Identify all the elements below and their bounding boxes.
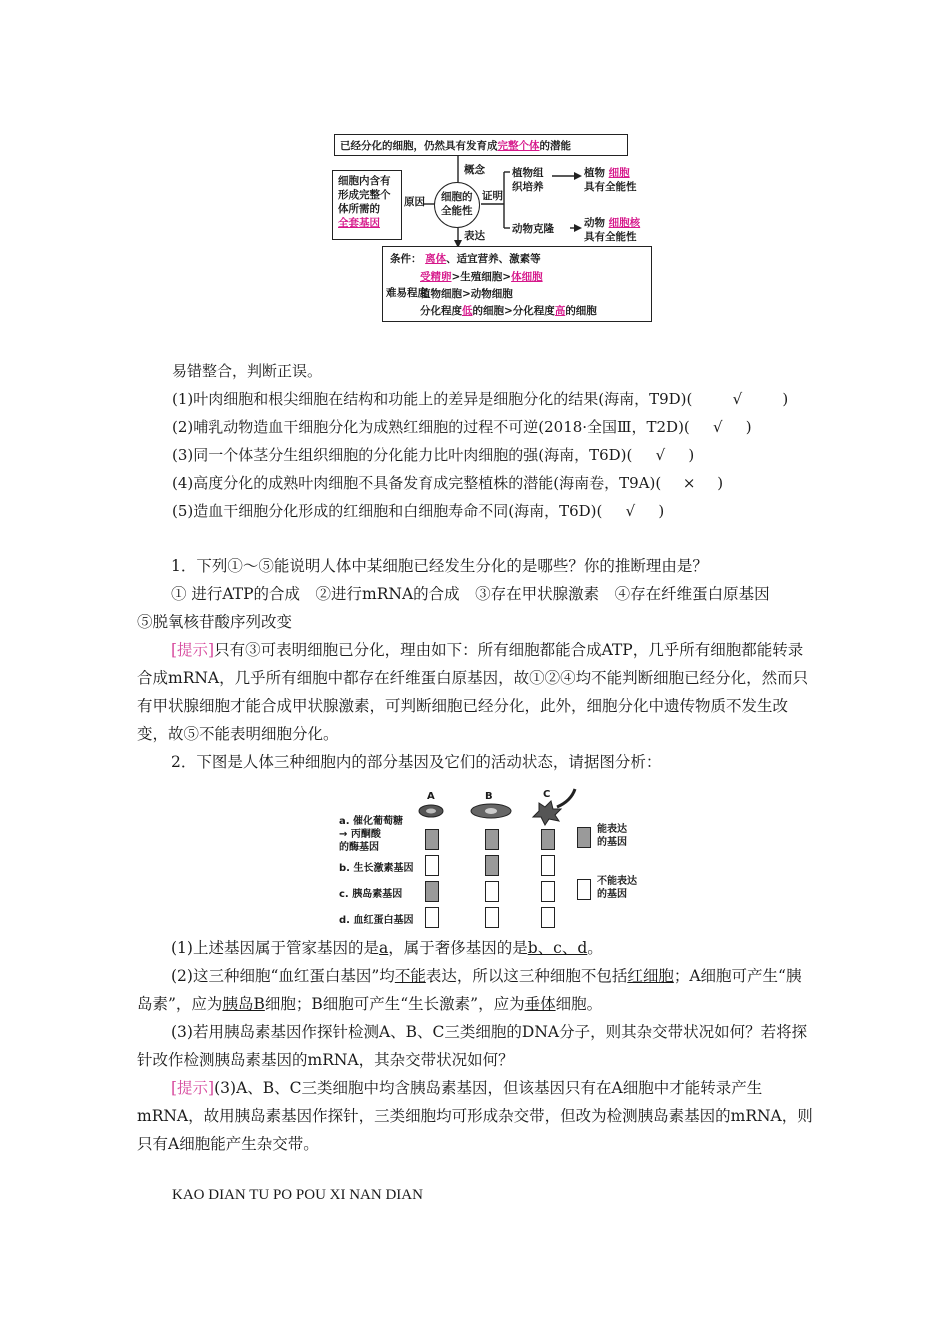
- concept-label: 概念: [464, 164, 485, 176]
- plant-method-line-2: 织培养: [512, 181, 544, 193]
- definition-text: 已经分化的细胞，仍然具有发育成: [340, 140, 498, 152]
- q2-sub2-g: 细胞；B细胞可产生“生长激素”，应为: [264, 995, 525, 1013]
- cause-line-3: 体所需的: [338, 203, 380, 215]
- q2-sub1-d: b、c、d: [527, 939, 588, 957]
- q2-sub2-c: 表达，所以这三种细胞不包括: [425, 967, 628, 985]
- judgment-4-mark: ×: [682, 474, 696, 492]
- gene-c-cell-c-state: [541, 881, 555, 902]
- diff-line1-highlight-b: 体细胞: [511, 271, 543, 283]
- gene-d-label: d. 血红蛋白基因: [339, 915, 414, 926]
- q2-hint-label: [提示]: [171, 1079, 215, 1097]
- gene-a-cell-c-state: [541, 829, 555, 850]
- judgment-1-text: (1)叶肉细胞和根尖细胞在结构和功能上的差异是细胞分化的结果(海南，T9D)(: [172, 390, 693, 408]
- judgment-3-mark: √: [655, 446, 666, 464]
- gene-b-cell-c-state: [541, 855, 555, 876]
- diff-line3-hl-a: 低: [462, 305, 473, 317]
- judgment-2-close: ): [745, 418, 752, 436]
- judgment-4-close: ): [717, 474, 724, 492]
- proof-label: 证明: [482, 190, 503, 202]
- express-label: 表达: [464, 230, 485, 242]
- animal-result-tail: 具有全能性: [584, 231, 637, 243]
- q2-sub1-b: a: [378, 939, 389, 957]
- judgment-5-close: ): [658, 502, 665, 520]
- footer-text: KAO DIAN TU PO POU XI NAN DIAN: [172, 1187, 423, 1203]
- diff-line1-highlight-a: 受精卵: [420, 271, 452, 283]
- gene-d-cell-a-state: [425, 907, 439, 928]
- legend-on-line-1: 能表达: [597, 824, 627, 835]
- judgment-5-text: (5)造血干细胞分化形成的红细胞和白细胞寿命不同(海南，T6D)(: [172, 502, 603, 520]
- plant-result-tail: 具有全能性: [584, 181, 637, 193]
- gene-activity-figure: [335, 787, 645, 927]
- judgment-3-close: ): [688, 446, 695, 464]
- q1-answer: 只有③可表明细胞已分化，理由如下：所有细胞都能合成ATP，几乎所有细胞都能转录合成mRNA，几乎所有细胞中都存在纤维蛋白原基因，故①②④均不能判断细胞已经分化，然而只有甲状腺细胞才能合成甲状腺激素，可判断细胞已经分化，此外，细胞分化中遗传物质不发生改变，故⑤不能表明细胞分化。: [137, 641, 809, 743]
- cause-label: 原因: [404, 196, 425, 208]
- gene-c-label: c. 胰岛素基因: [339, 889, 403, 900]
- cell-label-b: B: [485, 791, 493, 802]
- diff-line3-a: 分化程度: [420, 305, 462, 317]
- judgment-1-close: ): [782, 390, 789, 408]
- q2-sub3: (3)若用胰岛素基因作探针检测A、B、C三类细胞的DNA分子，则其杂交带状况如何？若将探针改作检测胰岛素基因的mRNA，其杂交带状况如何？: [137, 1023, 808, 1069]
- q2-question-block: [137, 748, 813, 776]
- plant-method-line-1: 植物组: [512, 167, 544, 179]
- q2-sub1-c: ，属于奢侈基因的是: [388, 939, 528, 957]
- q2-answer: (3)A、B、C三类细胞中均含胰岛素基因，但该基因只有在A细胞中才能转录产生mRNA，故用胰岛素基因作探针，三类细胞均可形成杂交带，但改为检测胰岛素基因的mRNA，则只有A细胞能产生杂交带。: [137, 1079, 813, 1153]
- diff-line3-b: 的细胞>分化程度: [472, 305, 555, 317]
- q2-sub1-e: 。: [587, 939, 603, 957]
- gene-d-cell-b-state: [485, 907, 499, 928]
- diff-line3-c: 的细胞: [565, 305, 597, 317]
- judgment-4-text: (4)高度分化的成熟叶肉细胞不具备发育成完整植株的潜能(海南卷，T9A)(: [172, 474, 662, 492]
- gene-a-line-2: → 丙酮酸: [339, 829, 381, 840]
- cause-highlight: 全套基因: [338, 217, 380, 229]
- q1-options-2: ⑤脱氧核苷酸序列改变: [137, 613, 293, 631]
- q2-sub2-d: 红细胞: [627, 967, 674, 985]
- conditions-prefix: 条件：: [390, 253, 422, 265]
- judgment-4: [172, 472, 723, 494]
- legend-off-line-1: 不能表达: [597, 876, 637, 887]
- definition-tail: 的潜能: [539, 140, 571, 152]
- gene-a-line-1: a. 催化葡萄糖: [339, 816, 404, 827]
- gene-c-cell-a-state: [425, 881, 439, 902]
- legend-off-line-2: 的基因: [597, 889, 627, 900]
- center-line-2: 全能性: [441, 205, 473, 217]
- judgment-5-mark: √: [625, 502, 636, 520]
- cause-line-1: 细胞内含有: [338, 175, 391, 187]
- gene-b-label: b. 生长激素基因: [339, 863, 414, 874]
- diff-line2: 植物细胞>动物细胞: [420, 288, 513, 300]
- gene-c-cell-b-state: [485, 881, 499, 902]
- gene-a-line-3: 的酶基因: [339, 842, 379, 853]
- cause-line-2: 形成完整个: [338, 189, 391, 201]
- q1-question: 1．下列①～⑤能说明人体中某细胞已经发生分化的是哪些？你的推断理由是？: [171, 557, 708, 575]
- q2-answers: [137, 934, 813, 1158]
- animal-result-highlight: 细胞核: [608, 217, 641, 229]
- judgment-1: [172, 388, 788, 410]
- judgment-2-text: (2)哺乳动物造血干细胞分化为成熟红细胞的过程不可逆(2018·全国Ⅲ，T2D)(: [172, 418, 690, 436]
- gene-b-cell-b-state: [485, 855, 499, 876]
- q2-sub2-f: 胰岛B: [222, 995, 265, 1013]
- animal-result-prefix: 动物: [584, 217, 605, 229]
- animal-method: 动物克隆: [512, 223, 554, 235]
- gene-b-cell-a-state: [425, 855, 439, 876]
- judgment-1-mark: √: [732, 390, 743, 408]
- q2-sub2-h: 垂体: [524, 995, 556, 1013]
- legend-on-line-2: 的基因: [597, 837, 627, 848]
- conditions-tail: 、适宜营养、激素等: [446, 253, 541, 265]
- legend-expressed-swatch: [577, 827, 591, 848]
- q1-block: [137, 552, 813, 748]
- legend-not-expressed-swatch: [577, 879, 591, 900]
- q2-sub2-i: 细胞。: [555, 995, 603, 1013]
- judgment-5: [172, 500, 664, 522]
- judgment-2-mark: √: [713, 418, 723, 436]
- concept-map: [320, 124, 658, 326]
- q1-options: ① 进行ATP的合成 ②进行mRNA的合成 ③存在甲状腺激素 ④存在纤维蛋白原基因: [171, 585, 770, 603]
- q2-sub2-a: (2)这三种细胞“血红蛋白基因”均: [171, 967, 395, 985]
- difficulty-label: 难易程度: [386, 287, 428, 299]
- gene-a-cell-a-state: [425, 829, 439, 850]
- gene-d-cell-c-state: [541, 907, 555, 928]
- plant-result-prefix: 植物: [584, 167, 605, 179]
- judgment-3-text: (3)同一个体茎分生组织细胞的分化能力比叶肉细胞的强(海南，T6D)(: [172, 446, 633, 464]
- cell-label-a: A: [427, 791, 435, 802]
- diff-line3-hl-b: 高: [554, 305, 566, 317]
- q2-sub1-a: (1)上述基因属于管家基因的是: [171, 939, 379, 957]
- cell-label-c: C: [543, 789, 551, 800]
- center-line-1: 细胞的: [441, 191, 473, 203]
- conditions-highlight: 离体: [425, 253, 447, 265]
- diff-line1-mid: >生殖细胞>: [451, 271, 512, 283]
- q2-sub2-b: 不能: [394, 967, 426, 985]
- plant-result-highlight: 细胞: [608, 167, 630, 179]
- judgment-2: [172, 416, 752, 438]
- section-title: 易错整合，判断正误。: [172, 362, 323, 380]
- gene-a-cell-b-state: [485, 829, 499, 850]
- q2-question: 2．下图是人体三种细胞内的部分基因及它们的活动状态，请据图分析：: [171, 753, 662, 771]
- q2-sub2-e: ；A细胞可产生“胰岛素”，应为: [137, 967, 802, 1013]
- judgment-3: [172, 444, 694, 466]
- q1-hint-label: [提示]: [171, 641, 215, 659]
- definition-highlight: 完整个体: [497, 140, 540, 152]
